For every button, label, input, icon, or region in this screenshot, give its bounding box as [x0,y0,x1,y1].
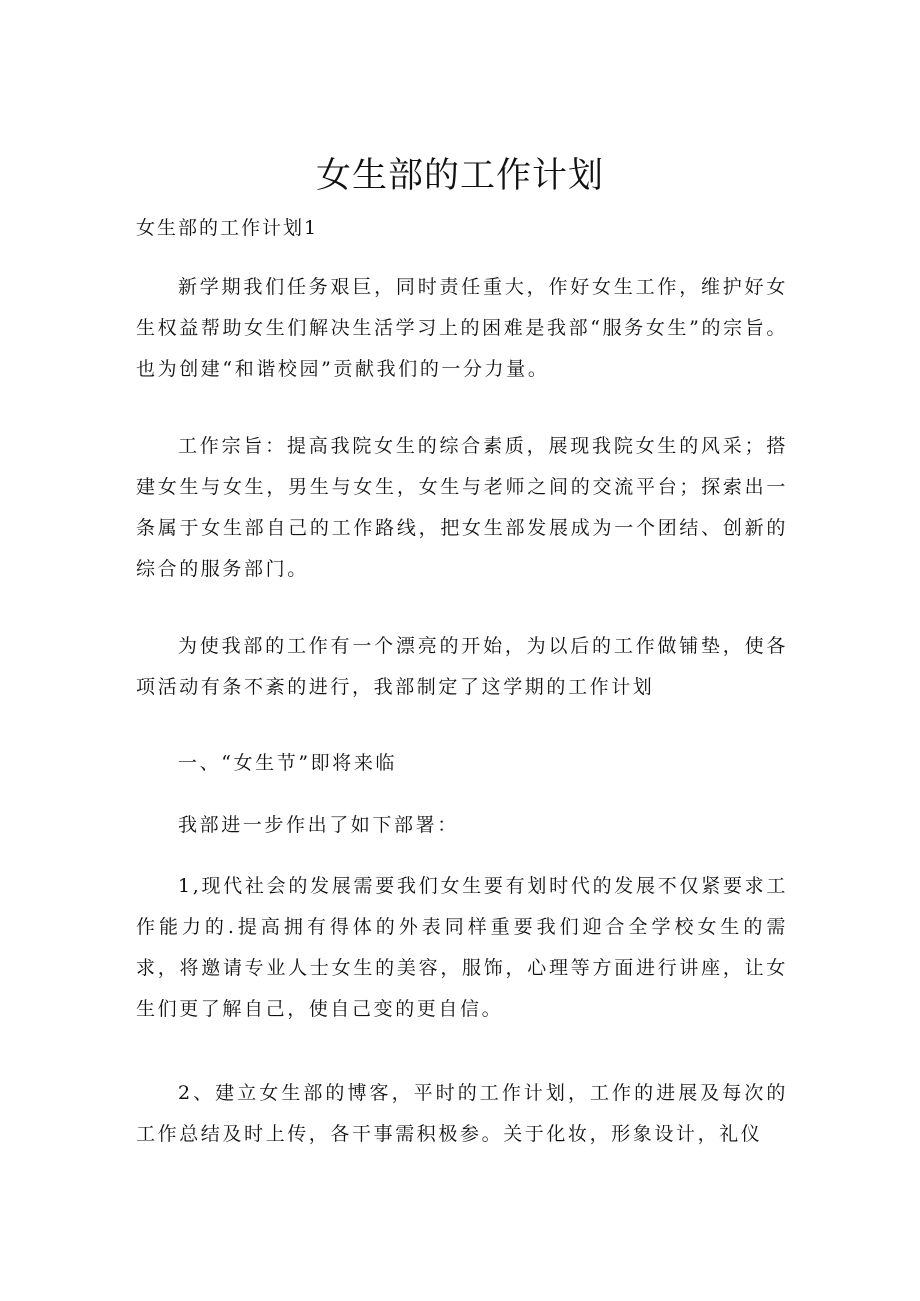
list-item-1: 1,现代社会的发展需要我们女生要有划时代的发展不仅紧要求工作能力的.提高拥有得体的外表同样重要我们迎合全学校女生的需求，将邀请专业人士女生的美容，服饰，心理等方面进行讲座，让女生们更了解自己，使自己变的更自信。 [136,875,788,1020]
paragraph-arrangement: 我部进一步作出了如下部署： [178,814,459,836]
paragraph-plan-intro: 为使我部的工作有一个漂亮的开始，为以后的工作做铺垫，使各项活动有条不紊的进行，我部制定了这学期的工作计划 [136,635,788,698]
document-subtitle: 女生部的工作计划1 [136,217,319,239]
list-item-2: 2、建立女生部的博客，平时的工作计划，工作的进展及每次的工作总结及时上传，各干事需积极参。关于化妆，形象设计，礼仪 [136,1082,788,1145]
section-heading-girls-day: 一、“女生节”即将来临 [178,752,398,774]
paragraph-work-purpose: 工作宗旨：提高我院女生的综合素质，展现我院女生的风采；搭建女生与女生，男生与女生，女生与老师之间的交流平台；探索出一条属于女生部自己的工作路线，把女生部发展成为一个团结、创新的综合的服务部门。 [136,435,788,580]
paragraph-intro: 新学期我们任务艰巨，同时责任重大，作好女生工作，维护好女生权益帮助女生们解决生活学习上的困难是我部“服务女生”的宗旨。也为创建“和谐校园”贡献我们的一分力量。 [136,276,788,380]
document-title: 女生部的工作计划 [315,156,604,196]
